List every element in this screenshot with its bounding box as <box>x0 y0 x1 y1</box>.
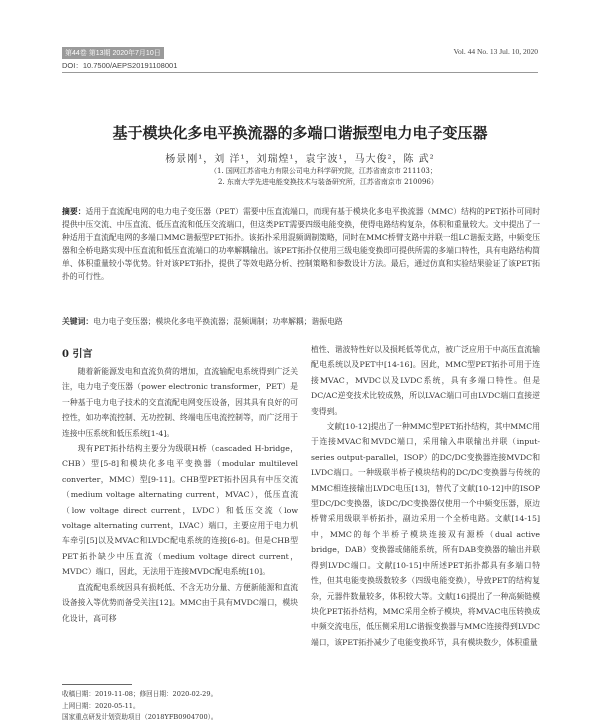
footnote-received: 收稿日期：2019-11-08；修回日期：2020-02-29。 <box>62 690 218 698</box>
paper-title: 基于模块化多电平换流器的多端口谐振型电力电子变压器 <box>112 124 488 142</box>
paragraph: 现有PET拓扑结构主要分为级联H桥（cascaded H-bridge，CHB）型[5-8]和模块化多电平变换器（modular multilevel converter，MMC）型[9-11]。CHB型PET拓扑因具有中压交流（medium voltage alternating current，MVAC），低压直流（low voltage direct current，LVDC）和低压交流（low voltage alternating current，LVAC）端口，主要应用于电力机车牵引[5]以及MVAC和LVDC配电系统的连接[6-8]。但是CHB型PET拓扑缺少中压直流（medium voltage direct current，MVDC）端口，因此，无法用于连接MVDC配电系统[10]。 <box>62 444 298 577</box>
footnote-funding: 国家重点研发计划资助项目（2018YFB0904700）。 <box>62 713 218 721</box>
paragraph: 植性、谐波特性好以及损耗低等优点，被广泛应用于中高压直流输配电系统以及PET中[14-16]。因此，MMC型PET拓扑可用于连接MVAC，MVDC以及LVDC系统，具有多端口特性。但是DC/AC逆变技术比较成熟，所以LVAC端口可由LVDC端口直接逆变得到。 <box>311 345 540 416</box>
paragraph: 随着新能源发电和直流负荷的增加，直流输配电系统得到广泛关注，电力电子变压器（power electronic transformer，PET）是一种基于电力电子技术的交直流配电网变压设备，因其具有良好的可控性，如功率流控制、无功控制、终端电压电流控制等，而广泛用于连接中压系统和低压系统[1-4]。 <box>62 367 298 438</box>
footnote-online: 上网日期：2020-05-11。 <box>62 701 140 710</box>
header-rule <box>62 72 538 73</box>
keywords-label: 关键词： <box>62 317 94 326</box>
abstract <box>62 205 540 283</box>
right-column <box>311 342 540 650</box>
affiliation-2: 2. 东南大学先进电能变换技术与装备研究所，江苏省南京市 210096） <box>218 178 438 186</box>
abstract-text: 适用于直流配电网的电力电子变压器（PET）需要中压直流端口，而现有基于模块化多电平换流器（MMC）结构的PET拓扑可同时提供中压交流、中压直流、低压直流和低压交流端口，但这类PET需要四级电能变换，使得电路结构复杂，体积和重量较大。文中提出了一种适用于直流配电网的多端口MMC谐振型PET拓扑。该拓扑采用混频调制策略，同时在MMC桥臂支路中并联一组LC谐振支路，中频变压器和全桥电路实现中压直流和低压直流端口的功率解耦输出。该PET拓扑仅使用三级电能变换即可提供所需的多端口特性，具有电路结构简单、体积重量较小等优势。针对该PET拓扑，提供了等效电路分析、控制策略和参数设计方法。最后，通过仿真和实验结果验证了该PET拓扑的可行性。 <box>62 207 540 281</box>
footnote <box>62 689 218 724</box>
abstract-label: 摘要： <box>62 207 86 216</box>
authors: 杨景刚¹，刘 洋¹，刘瑞煌¹，袁宇波¹，马大俊²，陈 武² <box>165 154 435 165</box>
footnote-rule <box>62 684 132 685</box>
affiliation-1: （1. 国网江苏省电力有限公司电力科学研究院，江苏省南京市 211103； <box>210 167 437 175</box>
keywords-text: 电力电子变压器；模块化多电平换流器；混频调制；功率解耦；谐振电路 <box>93 317 343 326</box>
paragraph: 文献[10-12]提出了一种MMC型PET拓扑结构，其中MMC用于连接MVAC和MVDC端口，采用输入串联输出并联（input-series output-parallel，ISOP）的DC/DC变换器连接MVDC和LVDC端口。一种级联半桥子模块结构的DC/DC变换器与传统的MMC相连接输出LVDC电压[13]，替代了文献[10-12]中的ISOP型DC/DC变换器，该DC/DC变换器仅使用一个中频变压器，原边桥臂采用级联半桥拓扑，副边采用一个全桥电路。文献[14-15]中，MMC的每个半桥子模块连接双有源桥（dual active bridge，DAB）变换器或储能系统，所有DAB变换器的输出并联得到LVDC端口。文献[10-15]中所述PET拓扑都具有多端口特性，但其电能变换级数较多（四级电能变换），导致PET的结构复杂，元器件数量较多，体积较大等。文献[16]提出了一种高频链模块化PET拓扑结构，MMC采用全桥子模块，将MVAC电压转换成中频交流电压，低压侧采用LC谐振变换器与MMC连接得到LVDC端口，该PET拓扑减少了电能变换环节，具有模块数少，体积重量 <box>311 422 540 647</box>
keywords <box>62 316 540 327</box>
section-heading: 0 引言 <box>62 349 93 360</box>
paragraph: 直流配电系统因具有损耗低、不含无功分量、方便新能源和直流设备接入等优势而备受关注[12]。MMC由于具有MVDC端口，模块化设计，高可移 <box>62 582 298 623</box>
journal-issue-en: Vol. 44 No. 13 Jul. 10, 2020 <box>453 47 538 56</box>
affiliations <box>210 166 510 188</box>
left-column <box>62 364 298 626</box>
journal-issue-cn: 第44卷 第13期 2020年7月10日 <box>62 47 164 59</box>
doi: DOI：10.7500/AEPS20191108001 <box>62 61 178 70</box>
